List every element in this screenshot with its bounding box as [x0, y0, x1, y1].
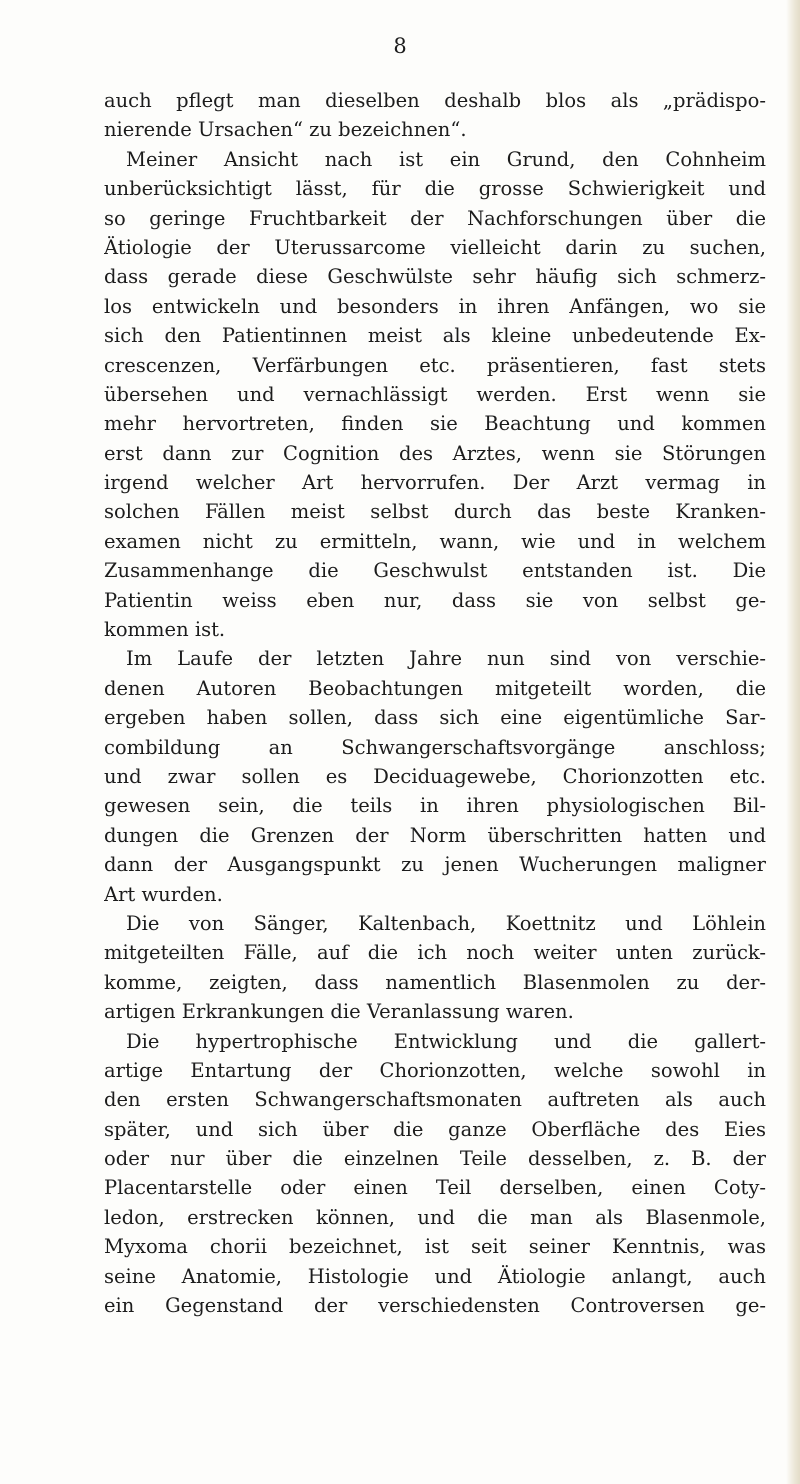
text-line: denen Autoren Beobachtungen mitgeteilt worden, die [104, 676, 766, 700]
text-line: oder nur über die einzelnen Teile desselben, z. B. der [104, 1147, 766, 1171]
text-line: Patientin weiss eben nur, dass sie von selbst ge- [104, 588, 766, 612]
text-line: gewesen sein, die teils in ihren physiologischen Bil- [104, 794, 766, 818]
text-line: sich den Patientinnen meist als kleine unbedeutende Ex- [104, 324, 766, 348]
text-line: Art wurden. [104, 882, 223, 906]
text-line: dass gerade diese Geschwülste sehr häufig sich schmerz- [104, 265, 766, 289]
body-text [104, 86, 766, 1320]
text-line: nierende Ursachen“ zu bezeichnen“. [104, 118, 467, 142]
text-line: Die hypertrophische Entwicklung und die gallert- [126, 1029, 766, 1053]
text-line: Im Laufe der letzten Jahre nun sind von verschie- [126, 647, 766, 671]
text-line: und zwar sollen es Deciduagewebe, Chorionzotten etc. [104, 764, 766, 788]
text-line: den ersten Schwangerschaftsmonaten auftreten als auch [104, 1088, 766, 1112]
text-line: Placentarstelle oder einen Teil derselben, einen Coty- [104, 1176, 766, 1200]
text-line: mehr hervortreten, finden sie Beachtung und kommen [104, 412, 766, 436]
text-line: artige Entartung der Chorionzotten, welche sowohl in [104, 1058, 766, 1082]
text-line: crescenzen, Verfärbungen etc. präsentieren, fast stets [104, 353, 766, 377]
text-line: Meiner Ansicht nach ist ein Grund, den Cohnheim [126, 147, 766, 171]
text-line: solchen Fällen meist selbst durch das beste Kranken- [104, 500, 766, 524]
text-line: Zusammenhange die Geschwulst entstanden ist. Die [104, 559, 766, 583]
text-line: erst dann zur Cognition des Arztes, wenn sie Störungen [104, 441, 766, 465]
page-number: 8 [393, 34, 407, 58]
text-line: ledon, erstrecken können, und die man als Blasenmole, [104, 1205, 766, 1229]
text-line: kommen ist. [104, 618, 226, 642]
text-line: später, und sich über die ganze Oberfläche des Eies [104, 1117, 766, 1141]
text-line: ein Gegenstand der verschiedensten Controversen ge- [104, 1294, 766, 1318]
text-line: los entwickeln und besonders in ihren Anfängen, wo sie [104, 294, 766, 318]
text-line: artigen Erkrankungen die Veranlassung waren. [104, 1000, 574, 1024]
text-line: combildung an Schwangerschaftsvorgänge anschloss; [104, 735, 766, 759]
page-edge [786, 0, 800, 1484]
text-line: seine Anatomie, Histologie und Ätiologie anlangt, auch [104, 1264, 766, 1288]
text-line: unberücksichtigt lässt, für die grosse Schwierigkeit und [104, 177, 766, 201]
text-line: dann der Ausgangspunkt zu jenen Wucherungen maligner [104, 853, 766, 877]
text-line: Myxoma chorii bezeichnet, ist seit seiner Kenntnis, was [104, 1235, 766, 1259]
text-line: irgend welcher Art hervorrufen. Der Arzt vermag in [104, 471, 766, 495]
text-line: so geringe Fruchtbarkeit der Nachforschungen über die [104, 206, 766, 230]
text-line: mitgeteilten Fälle, auf die ich noch weiter unten zurück- [104, 941, 766, 965]
text-line: übersehen und vernachlässigt werden. Erst wenn sie [104, 382, 766, 406]
text-line: dungen die Grenzen der Norm überschritten hatten und [104, 823, 766, 847]
text-line: auch pflegt man dieselben deshalb blos als „prädispo- [104, 89, 766, 112]
text-line: ergeben haben sollen, dass sich eine eigentümliche Sar- [104, 706, 766, 730]
text-line: komme, zeigten, dass namentlich Blasenmolen zu der- [104, 970, 766, 994]
text-line: Ätiologie der Uterussarcome vielleicht darin zu suchen, [104, 235, 766, 259]
text-line: examen nicht zu ermitteln, wann, wie und in welchem [104, 529, 766, 553]
text-line: Die von Sänger, Kaltenbach, Koettnitz und Löhlein [126, 911, 766, 935]
